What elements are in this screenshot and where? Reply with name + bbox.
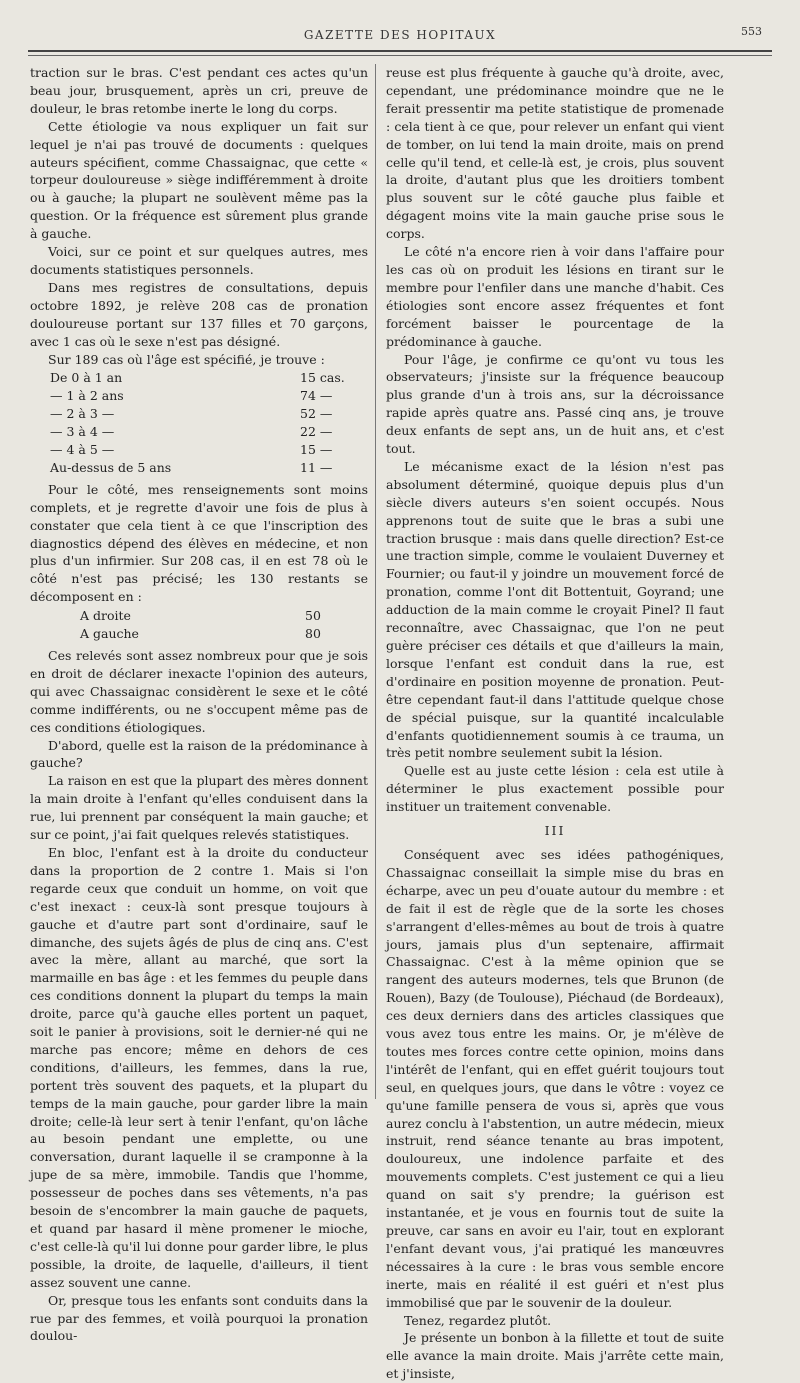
- paragraph: Quelle est au juste cette lésion : cela est utile à déterminer le plus exactement possible pour instituer un traitement convenable.: [386, 763, 724, 815]
- paragraph: Pour l'âge, je confirme ce qu'ont vu tous les observateurs; j'insiste sur la fréquence beaucoup plus grande d'un à trois ans, sur la décroissance rapide après quatre ans. Passé cinq ans, je trouve deux enfants de sept ans, un de huit ans, et c'est tout.: [386, 351, 724, 457]
- table-row: [80, 625, 365, 643]
- left-column: [30, 64, 368, 1345]
- age-label: Au-dessus de 5 ans: [50, 459, 172, 475]
- paragraph: Le mécanisme exact de la lésion n'est pas absolument déterminé, quoique depuis plus d'un siècle divers auteurs s'en soient occupés. Nous apprenons tout de suite que le bras a subi une traction brusque : mais dans quelle direction? Est-ce une traction simple, comme le voulaient Duverney et Fournier; ou faut-il y joindre un mouvement forcé de pronation, comme l'ont dit Bottentuit, Goyrand; une adduction de la main comme le croyait Pinel? Il faut reconnaître, avec Chassaignac, que l'on ne peut guère préciser ces détails et que d'ailleurs la main, lorsque l'enfant est conduit dans la rue, est d'ordinaire en position moyenne de pronation. Peut-être cependant faut-il dans l'attitude quelque chose de spécial puisque, sur la quantité incalculable d'enfants quotidiennement soumis à ce trauma, un très petit nombre seulement subit la lésion.: [386, 458, 724, 761]
- paragraph: Je présente un bonbon à la fillette et tout de suite elle avance la main droite. Mais j'arrête cette main, et j'insiste,: [386, 1330, 724, 1382]
- right-column: [386, 64, 724, 1383]
- table-row: [50, 423, 360, 441]
- paragraph: Pour le côté, mes renseignements sont moins complets, et je regrette d'avoir une fois de plus à constater que cela tient à ce que l'inscription des diagnostics dépend des élèves en médecine, et non plus d'un infirmier. Sur 208 cas, il en est 78 où le côté n'est pas précisé; les 130 restants se décomposent en :: [30, 481, 368, 605]
- paragraph: Conséquent avec ses idées pathogéniques, Chassaignac conseillait la simple mise du bras en écharpe, avec un peu d'ouate autour du membre : et de fait il est de règle que de la sorte les choses s'arrangent d'elles-mêmes au bout de trois à quatre jours, jamais plus d'un septenaire, affirmait Chassaignac. C'est à la même opinion que se rangent des auteurs modernes, tels que Brunon (de Rouen), Bazy (de Toulouse), Piéchaud (de Bordeaux), ces deux derniers dans des articles classiques que vous avez tous entre les mains. Or, je m'élève de toutes mes forces contre cette opinion, moins dans l'intérêt de l'enfant, qui en effet guérit toujours tout seul, en quelques jours, que dans le vôtre : voyez ce qu'une famille pensera de vous si, après que vous aurez conclu à l'abstention, un autre médecin, mieux instruit, rend séance tenante au bras impotent, douloureux, une indolence parfaite et des mouvements complets. C'est justement ce qui a lieu quand on sait s'y prendre; la guérison est instantanée, et je vous en fournis tout de suite la preuve, car sans en avoir eu l'air, tout en explorant l'enfant devant vous, j'ai pratiqué les manœuvres nécessaires à la cure : le bras vous semble encore inerte, mais en réalité il est guéri et n'est plus immobilisé que par le souvenir de la douleur.: [386, 846, 724, 1310]
- age-value: 15 —: [300, 442, 333, 458]
- age-value: 11 —: [300, 459, 333, 475]
- page-number: 553: [741, 25, 762, 38]
- paragraph: Sur 189 cas où l'âge est spécifié, je trouve :: [48, 351, 325, 367]
- paragraph: Tenez, regardez plutôt.: [404, 1312, 552, 1328]
- age-label: — 3 à 4 —: [50, 424, 115, 440]
- side-value: 50: [305, 608, 321, 624]
- side-statistics-table: [80, 607, 365, 643]
- paragraph: reuse est plus fréquente à gauche qu'à droite, avec, cependant, une prédominance moindre que ne le ferait pressentir ma petite statistique de promenade : cela tient à ce que, pour relever un enfant qui vient de tomber, on lui tend la main droite, mais on prend celle qu'il tend, et celle-là est, je crois, plus souvent la droite, d'autant plus que les droitiers tombent plus souvent sur le côté gauche plus faible et dégagent moins vite la main gauche prise sous le corps.: [386, 65, 724, 242]
- paragraph: Or, presque tous les enfants sont conduits dans la rue par des femmes, et voilà pourquoi la pronation doulou-: [30, 1292, 368, 1344]
- paragraph: Ces relevés sont assez nombreux pour que je sois en droit de déclarer inexacte l'opinion des auteurs, qui avec Chassaignac considèrent le sexe et le côté comme indifférents, ou ne s'occupent même pas de ces conditions étiologiques.: [30, 648, 368, 735]
- age-value: 52 —: [300, 406, 333, 422]
- age-label: — 2 à 3 —: [50, 406, 115, 422]
- side-label: A gauche: [80, 626, 139, 642]
- section-heading: III: [544, 823, 566, 839]
- table-row: [80, 607, 365, 625]
- paragraph: En bloc, l'enfant est à la droite du conducteur dans la proportion de 2 contre 1. Mais si l'on regarde ceux que conduit un homme, on voit que c'est inexact : ceux-là sont presque toujours à gauche et d'autre part sont d'ordinaire, sauf le dimanche, des sujets âgés de plus de cinq ans. C'est avec la mère, allant au marché, que sort la marmaille en bas âge : et les femmes du peuple dans ces conditions donnent la plupart du temps la main droite, parce qu'à gauche elles portent un paquet, soit le panier à provisions, soit le dernier-né qui ne marche pas encore; même en dehors de ces conditions, d'ailleurs, les femmes, dans la rue, portent très souvent des paquets, et la plupart du temps de la main gauche, pour garder libre la main droite; celle-là leur sert à tenir l'enfant, qu'on lâche au besoin pendant une emplette, ou une conversation, durant laquelle il se cramponne à la jupe de sa mère, immobile. Tandis que l'homme, possesseur de poches dans ses vêtements, n'a pas besoin de s'encombrer la main gauche de paquets, et quand par hasard il mène promener le mioche, c'est celle-là qu'il lui donne pour garder libre, le plus possible, la droite, de laquelle, d'ailleurs, il tient assez souvent une canne.: [30, 844, 368, 1290]
- table-row: [50, 369, 360, 387]
- column-divider: [375, 64, 376, 1099]
- table-row: [50, 459, 360, 477]
- paragraph: La raison en est que la plupart des mères donnent la main droite à l'enfant qu'elles conduisent dans la rue, lui prennent par conséquent la main gauche; et sur ce point, j'ai fait quelques relevés statistiques.: [30, 773, 368, 843]
- age-statistics-table: [50, 369, 360, 476]
- paragraph: traction sur le bras. C'est pendant ces actes qu'un beau jour, brusquement, après un cri, preuve de douleur, le bras retombe inerte le long du corps.: [30, 65, 368, 116]
- paragraph: Dans mes registres de consultations, depuis octobre 1892, je relève 208 cas de pronation douloureuse portant sur 137 filles et 70 garçons, avec 1 cas où le sexe n'est pas désigné.: [30, 279, 368, 349]
- table-row: [50, 387, 360, 405]
- header-rule-thick: [28, 50, 772, 52]
- table-row: [50, 441, 360, 459]
- side-label: A droite: [80, 608, 131, 624]
- age-label: — 1 à 2 ans: [50, 388, 124, 404]
- age-value: 15 cas.: [300, 370, 345, 386]
- page-header: [28, 22, 772, 46]
- age-label: De 0 à 1 an: [50, 370, 123, 386]
- table-row: [50, 405, 360, 423]
- age-value: 22 —: [300, 424, 333, 440]
- side-value: 80: [305, 626, 321, 642]
- paragraph: Le côté n'a encore rien à voir dans l'affaire pour les cas où on produit les lésions en tirant sur le membre pour l'enfiler dans une manche d'habit. Ces étiologies sont encore assez fréquentes et font forcément baisser le pourcentage de la prédominance à gauche.: [386, 244, 724, 349]
- running-head: GAZETTE DES HOPITAUX: [303, 28, 497, 42]
- age-label: — 4 à 5 —: [50, 442, 115, 458]
- paragraph: Voici, sur ce point et sur quelques autres, mes documents statistiques personnels.: [30, 244, 368, 277]
- header-rule-thin: [28, 55, 772, 56]
- paragraph: Cette étiologie va nous expliquer un fait sur lequel je n'ai pas trouvé de documents : quelques auteurs spécifient, comme Chassaignac, que cette « torpeur douloureuse » siège indifféremment à droite ou à gauche; la plupart ne soulèvent même pas la question. Or la fréquence est sûrement plus grande à gauche.: [30, 118, 368, 242]
- paragraph: D'abord, quelle est la raison de la prédominance à gauche?: [30, 737, 368, 771]
- age-value: 74 —: [300, 388, 333, 404]
